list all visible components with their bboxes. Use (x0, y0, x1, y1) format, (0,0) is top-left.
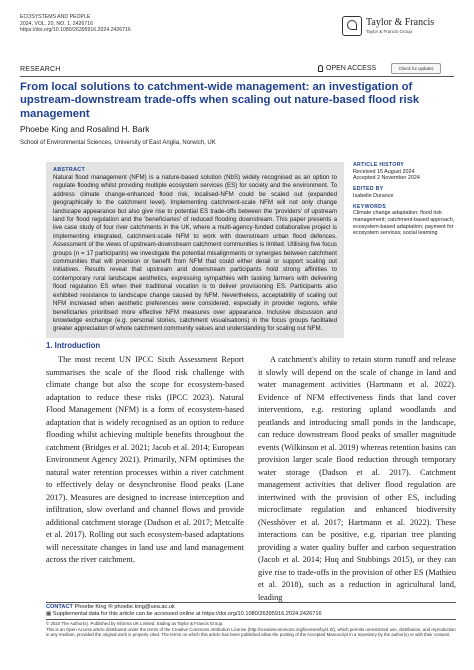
abstract-text: Natural flood management (NFM) is a nature-based solution (NbS) widely recognised as an option to regulate flooding whilst providing multiple ecosystem services (ES) for society and the environment. To address climate change-enhanced flood risk, localised-NFM could be scaled out (expanded geographically to the catchment level). Implementing catchment-scale NFM will not only change landscape appearance but also give rise to potential ES trade-offs between the 'providers' of upstream land for flood regulation and the 'beneficiaries' of reduced flooding downstream. This paper presents a live case study of four river catchments in the UK, where a multi-agency-funded collaborative project is implementing integrated, catchment-scale NFM to work with downstream urban flood defences. Assessment of the views of upstream-downstream catchment communities is limited. Utilising five focus groups (n = 17 participants) we investigate the potential misalignments or synergies between catchment communities that will provision or benefit from NFM that could either derail or support scaling out initiatives. Results reveal that upstream and downstream participants hold strong affinities to contemporary rural landscape aesthetics, expressing sympathies with tasking farmers with delivering flood regulation ES when their traditional vocation is to deliver provisioning ES. Participants also exhibited resistance to landscape change caused by NFM. Nevertheless, acceptability of scaling out NFM increased when aesthetic preferences were considered, especially in provider regions, while beneficiaries prioritised more effective NFM measures over appearance. Inclusive discussion and knowledge exchange (e.g. personal stories, catchment visualisations) in the focus groups facilitated greater appreciation of whole catchment community values and understanding for scaling out NFM. (53, 174, 337, 333)
journal-volume: 2024, VOL. 20, NO. 1, 2426716 (20, 20, 93, 27)
check-updates-label: Check for updates (398, 66, 434, 71)
publisher-logo (342, 16, 434, 36)
accepted-date: Accepted 2 November 2024 (353, 175, 420, 182)
body-column-left: The most recent UN IPCC Sixth Assessment Report summarises the scale of the flood risk challenge with climate change but also the scope for ecosystem-based adaptation to reduce these risks (IPCC 2023). Natural Flood Management (NFM) is a form of ecosystem-based adaptation that is widely recognised as an option to reduce flooding whilst achieving multiple benefits throughout the catchment (Bridges et al. 2021; Jacob et al. 2014; European Environment Agency 2021). Primarily, NFM optimises the natural water retention processes within a river catchment to effectively delay or desynchronise flood peaks (Lane 2017). Measures are designed to increase interception and infiltration, slow overland and channel flows and provide additional catchment storage (Dadson et al. 2017; Metcalfe et al. 2017). Rolling out such ecosystem-based adaptations will necessitate changes in land use and land management across the river catchment. (46, 355, 244, 564)
header-rule (20, 76, 454, 77)
check-updates-button[interactable] (391, 63, 441, 74)
supplemental-text[interactable]: Supplemental data for this article can be accessed online at https://doi.org/10.1080/26395916.2024.2426716 (52, 611, 322, 618)
doi-link[interactable]: https://doi.org/10.1080/26395916.2024.2426716 (20, 27, 131, 34)
article-type: RESEARCH (20, 66, 61, 73)
article-title: From local solutions to catchment-wide management: an investigation of upstream-downstream trade-offs when scaling out nature-based flood risk management (20, 81, 420, 120)
copyright-text: © 2024 The Author(s). Published by Informa UK Limited, trading as Taylor & Francis Group. (46, 621, 224, 626)
section-heading: 1. Introduction (46, 341, 101, 350)
journal-name: ECOSYSTEMS AND PEOPLE (20, 14, 91, 20)
open-access-badge (318, 65, 376, 72)
publisher-sub: Taylor & Francis Group (366, 29, 413, 34)
received-date: Received 15 August 2024 (353, 168, 415, 175)
article-authors: Phoebe King and Rosalind H. Bark (20, 124, 150, 134)
open-access-label: OPEN ACCESS (326, 65, 377, 72)
edited-heading: EDITED BY (353, 186, 384, 193)
history-heading: ARTICLE HISTORY (353, 162, 405, 168)
contact-line (46, 604, 322, 611)
article-sidebar (353, 162, 457, 237)
license-text: This is an Open Access article distributed under the terms of the Creative Commons Attribution License (http://creativecommons.org/licenses/by/4.0/), which permits unrestricted use, distribution, and reproduction in any medium, provided the original work is properly cited. The terms on which this article has been published allow the posting of the Accepted Manuscript in a repository by the author(s) or with their consent. (46, 626, 456, 637)
abstract-box (46, 162, 344, 338)
article-affiliation: School of Environmental Sciences, University of East Anglia, Norwich, UK (20, 140, 216, 146)
publisher-name: Taylor & Francis (366, 17, 435, 28)
mail-icon: ✉ (108, 604, 113, 610)
supplemental-icon: ▦ (46, 611, 52, 618)
keywords-heading: KEYWORDS (353, 203, 386, 210)
footer-rule (46, 602, 456, 603)
supplemental-line (46, 611, 322, 618)
editor-name: Isabelle Durance (353, 192, 394, 199)
contact-email[interactable]: phoebe.king@uea.ac.uk (114, 604, 175, 610)
copyright-block (46, 621, 456, 638)
contact-label: CONTACT (46, 604, 73, 610)
publisher-logo-icon (342, 16, 362, 36)
body-column-right: A catchment's ability to retain storm runoff and release it slowly will depend on the scale of change in land and water management activities (Hartmann et al. 2022). Evidence of NFM effectiveness finds that land cover interventions, e.g. restoring upland woodlands and peatlands and introducing small ponds in the landscape, can reduce downstream flood peaks of smaller magnitude events (Wilkinson et al. 2019) whereas retention basins can provision larger scale flood reduction through temporary water storage (Dadson et al. 2017). Catchment management activities that deliver flood regulation are intertwined with the provision of other ES, including microclimate regulation and enhanced biodiversity (Nesshöver et al. 2017; Hartmann et al. 2022). These interactions can be positive, e.g. riparian tree planting providing a water quality buffer and carbon sequestration (Jacob et al. 2014; Huq and Stubbings 2015), or they can give rise to trade-offs in the provision of other ES (Mathieu et al. 2018), such as a reduction in agricultural land, leading (258, 355, 456, 602)
contact-name: Phoebe King (74, 604, 107, 610)
contact-block (46, 604, 322, 619)
footer-rule-2 (46, 619, 456, 620)
journal-info (20, 14, 131, 34)
keywords-list: Climate change adaptation; flood risk management; catchment-based approach, ecosystem-based adaptation; payment for ecosystem services; social learning (353, 210, 455, 237)
open-lock-icon (318, 65, 323, 72)
abstract-heading: ABSTRACT (53, 167, 86, 173)
